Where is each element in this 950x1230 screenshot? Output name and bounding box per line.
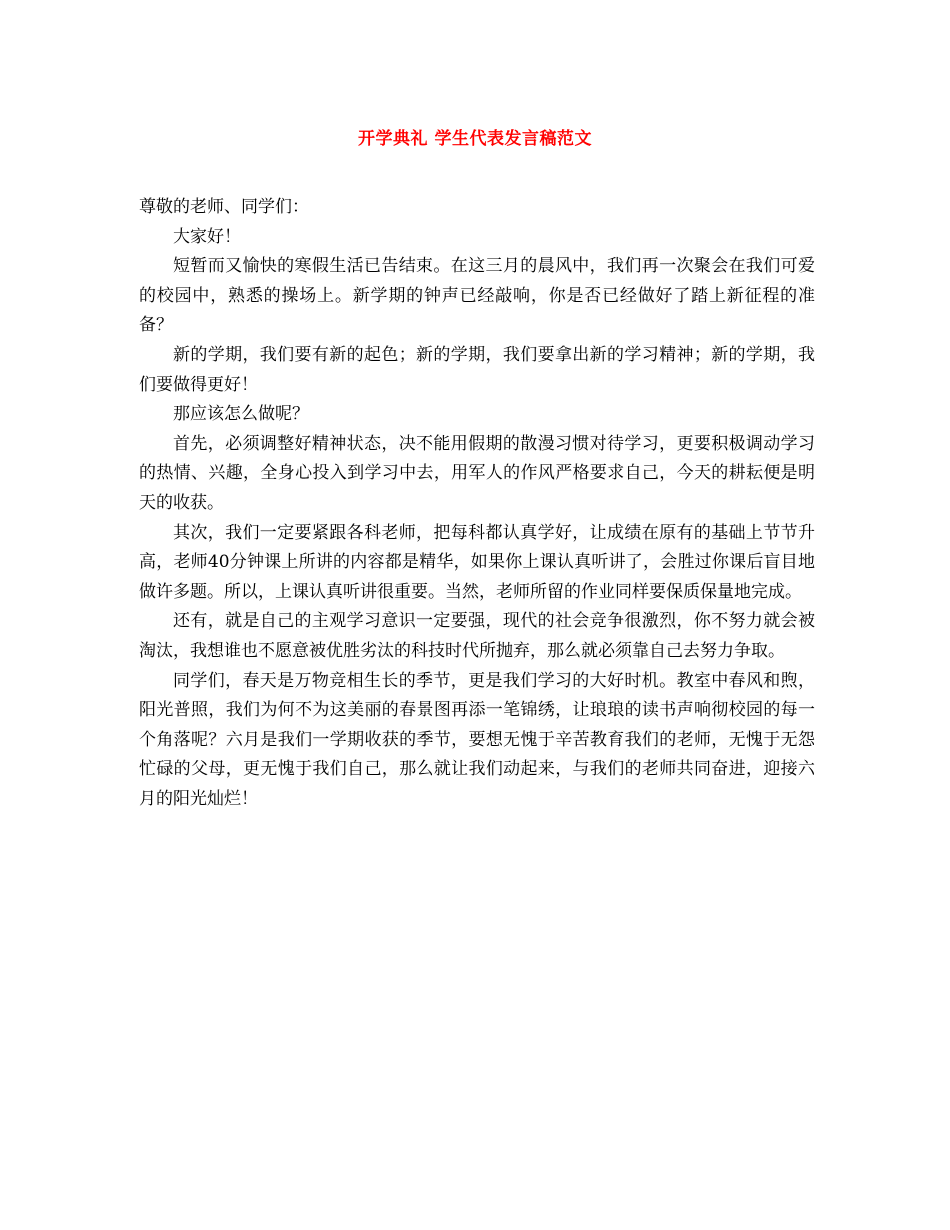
- paragraph-second: 其次，我们一定要紧跟各科老师，把每科都认真学好，让成绩在原有的基础上节节升高，老师40分钟课上所讲的内容都是精华，如果你上课认真听讲了，会胜过你课后盲目地做许多题。所以，上课认真听讲很重要。当然，老师所留的作业同样要保质保量地完成。: [139, 522, 815, 602]
- document-body: [139, 193, 815, 814]
- paragraph-intro: 短暂而又愉快的寒假生活已告结束。在这三月的晨风中，我们再一次聚会在我们可爱的校园中，熟悉的操场上。新学期的钟声已经敲响，你是否已经做好了踏上新征程的准备？: [139, 256, 815, 336]
- paragraph-first: 首先，必须调整好精神状态，决不能用假期的散漫习惯对待学习，更要积极调动学习的热情、兴趣，全身心投入到学习中去，用军人的作风严格要求自己，今天的耕耘便是明天的收获。: [139, 433, 815, 513]
- paragraph-closing: 同学们，春天是万物竞相生长的季节，更是我们学习的大好时机。教室中春风和煦，阳光普照，我们为何不为这美丽的春景图再添一笔锦绣，让琅琅的读书声响彻校园的每一个角落呢？六月是我们一学期收获的季节，要想无愧于辛苦教育我们的老师，无愧于无怨忙碌的父母，更无愧于我们自己，那么就让我们动起来，与我们的老师共同奋进，迎接六月的阳光灿烂！: [139, 670, 815, 809]
- salutation: 尊敬的老师、同学们：: [139, 197, 309, 217]
- paragraph-third: 还有，就是自己的主观学习意识一定要强，现代的社会竞争很激烈，你不努力就会被淘汰，我想谁也不愿意被优胜劣汰的科技时代所抛弃，那么就必须靠自己去努力争取。: [139, 611, 815, 661]
- document-title: 开学典礼 学生代表发言稿范文: [358, 129, 592, 149]
- paragraph-new-term: 新的学期，我们要有新的起色；新的学期，我们要拿出新的学习精神；新的学期，我们要做得更好！: [139, 344, 815, 395]
- paragraph-question: 那应该怎么做呢？: [173, 404, 309, 425]
- paragraph-greeting: 大家好！: [173, 226, 241, 247]
